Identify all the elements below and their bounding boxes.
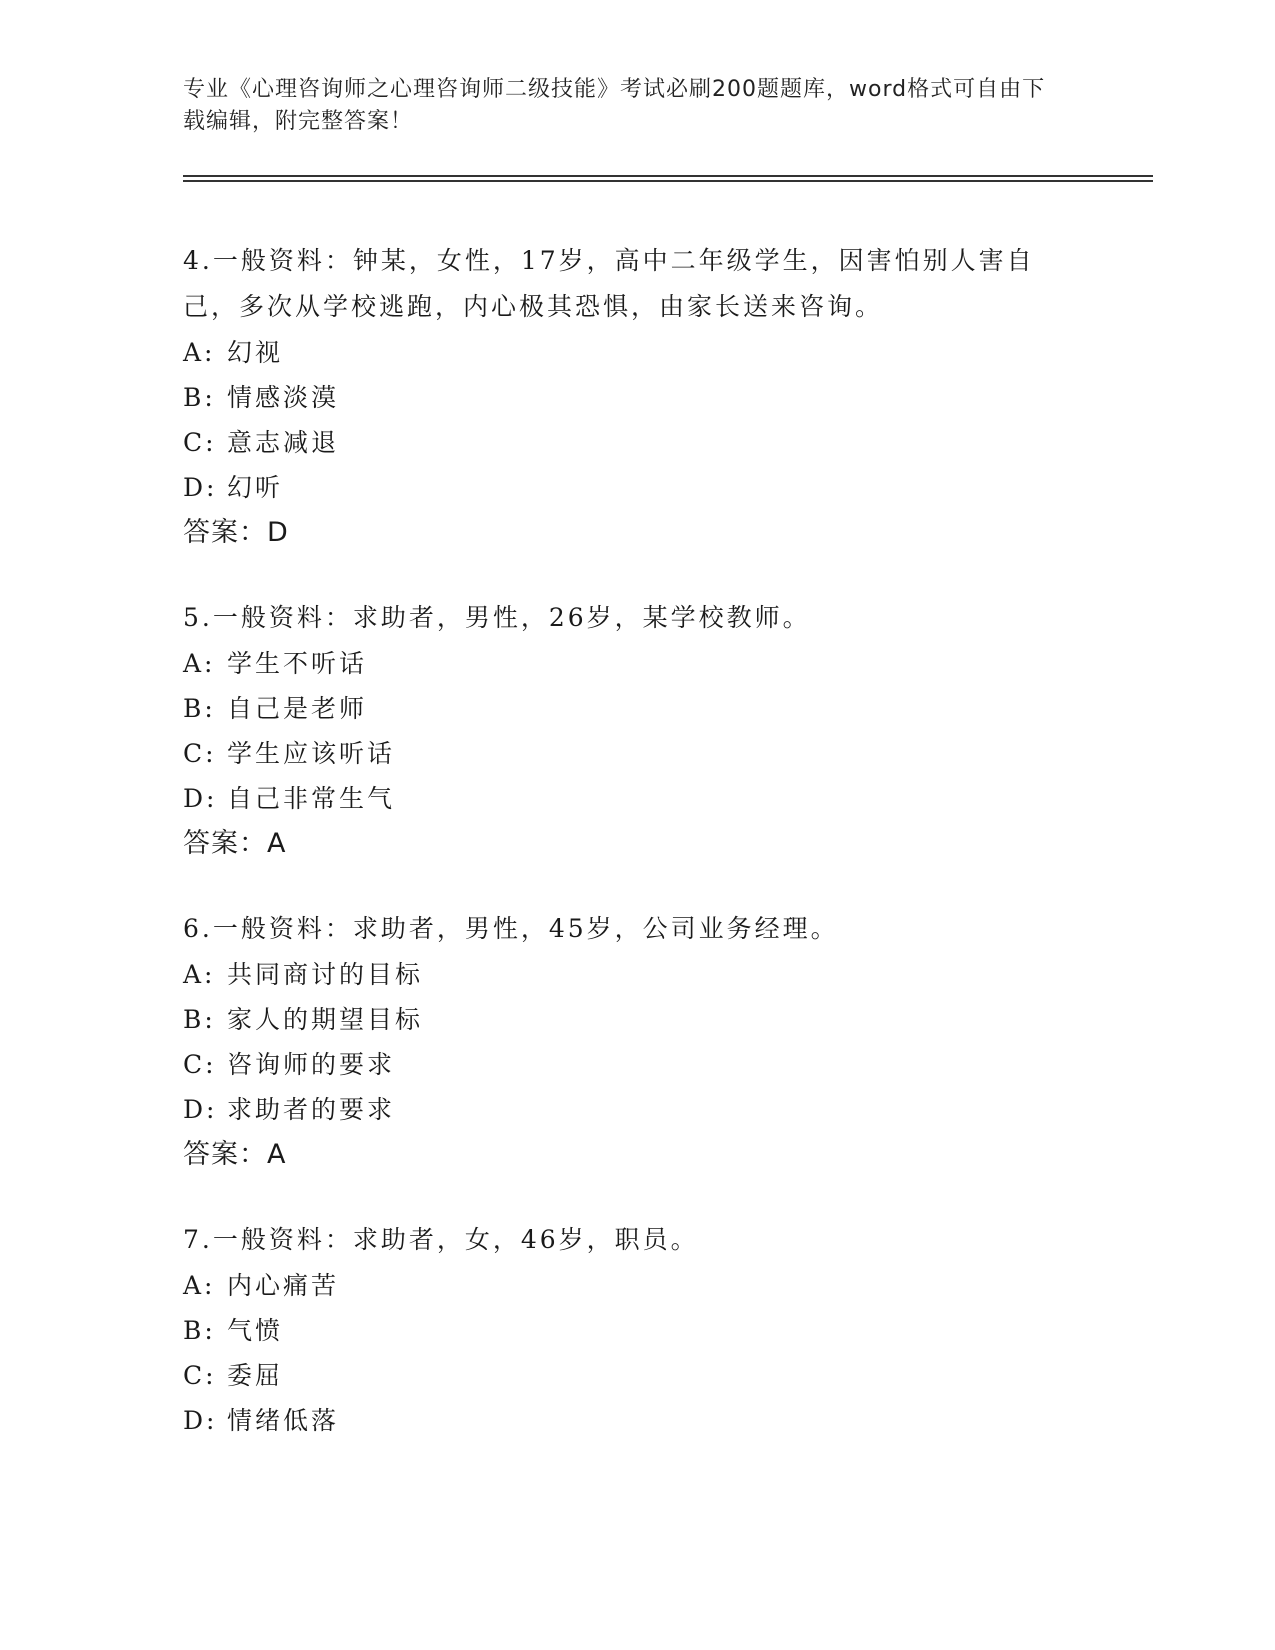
option-letter: B: <box>183 1005 216 1034</box>
option-c <box>183 1042 1063 1087</box>
header-divider-top <box>183 175 1153 177</box>
question-stem: 6.一般资料：求助者，男性，45岁，公司业务经理。 <box>183 914 839 943</box>
option-letter: D: <box>183 473 218 502</box>
question-list <box>183 238 1063 1482</box>
option-text: 自己是老师 <box>227 694 368 723</box>
option-letter: A: <box>183 960 216 989</box>
option-letter: A: <box>183 338 216 367</box>
document-intro: 专业《心理咨询师之心理咨询师二级技能》考试必刷200题题库，word格式可自由下载编辑，附完整答案！ <box>183 77 1046 134</box>
option-text: 内心痛苦 <box>227 1271 340 1300</box>
option-c <box>183 420 1063 465</box>
question-stem: 5.一般资料：求助者，男性，26岁，某学校教师。 <box>183 603 811 632</box>
option-b <box>183 997 1063 1042</box>
option-d <box>183 776 1063 821</box>
option-text: 共同商讨的目标 <box>227 960 424 989</box>
option-b <box>183 686 1063 731</box>
question-stem: 4.一般资料：钟某，女性，17岁，高中二年级学生，因害怕别人害自己，多次从学校逃跑，内心极其恐惧，由家长送来咨询。 <box>183 246 1035 321</box>
option-letter: D: <box>183 1406 218 1435</box>
option-d <box>183 1398 1063 1443</box>
option-b <box>183 1308 1063 1353</box>
question-item <box>183 595 1063 867</box>
option-text: 幻听 <box>227 473 284 502</box>
option-text: 求助者的要求 <box>227 1095 396 1124</box>
option-text: 意志减退 <box>227 428 340 457</box>
option-c <box>183 1353 1063 1398</box>
option-text: 学生不听话 <box>227 649 368 678</box>
option-b <box>183 375 1063 420</box>
option-c <box>183 731 1063 776</box>
option-a <box>183 952 1063 997</box>
option-text: 学生应该听话 <box>227 739 396 768</box>
option-a <box>183 330 1063 375</box>
option-text: 委屈 <box>227 1361 284 1390</box>
option-letter: A: <box>183 1271 216 1300</box>
option-letter: C: <box>183 1361 217 1390</box>
option-text: 情绪低落 <box>227 1406 340 1435</box>
option-text: 气愤 <box>227 1316 284 1345</box>
question-item <box>183 906 1063 1178</box>
option-text: 自己非常生气 <box>227 784 396 813</box>
option-a <box>183 641 1063 686</box>
answer-line: 答案：A <box>183 1139 287 1170</box>
option-text: 幻视 <box>227 338 284 367</box>
option-letter: D: <box>183 1095 218 1124</box>
question-item <box>183 1217 1063 1443</box>
option-letter: C: <box>183 428 217 457</box>
option-d <box>183 1087 1063 1132</box>
option-text: 情感淡漠 <box>227 383 340 412</box>
option-letter: A: <box>183 649 216 678</box>
option-letter: B: <box>183 383 216 412</box>
option-text: 咨询师的要求 <box>227 1050 396 1079</box>
question-item <box>183 238 1063 556</box>
option-a <box>183 1263 1063 1308</box>
option-letter: C: <box>183 1050 217 1079</box>
option-letter: B: <box>183 694 216 723</box>
header-divider-bottom <box>183 180 1153 182</box>
answer-line: 答案：A <box>183 828 287 859</box>
option-letter: D: <box>183 784 218 813</box>
answer-line: 答案：D <box>183 517 289 548</box>
option-d <box>183 465 1063 510</box>
question-stem: 7.一般资料：求助者，女，46岁，职员。 <box>183 1225 699 1254</box>
option-text: 家人的期望目标 <box>227 1005 424 1034</box>
option-letter: B: <box>183 1316 216 1345</box>
option-letter: C: <box>183 739 217 768</box>
